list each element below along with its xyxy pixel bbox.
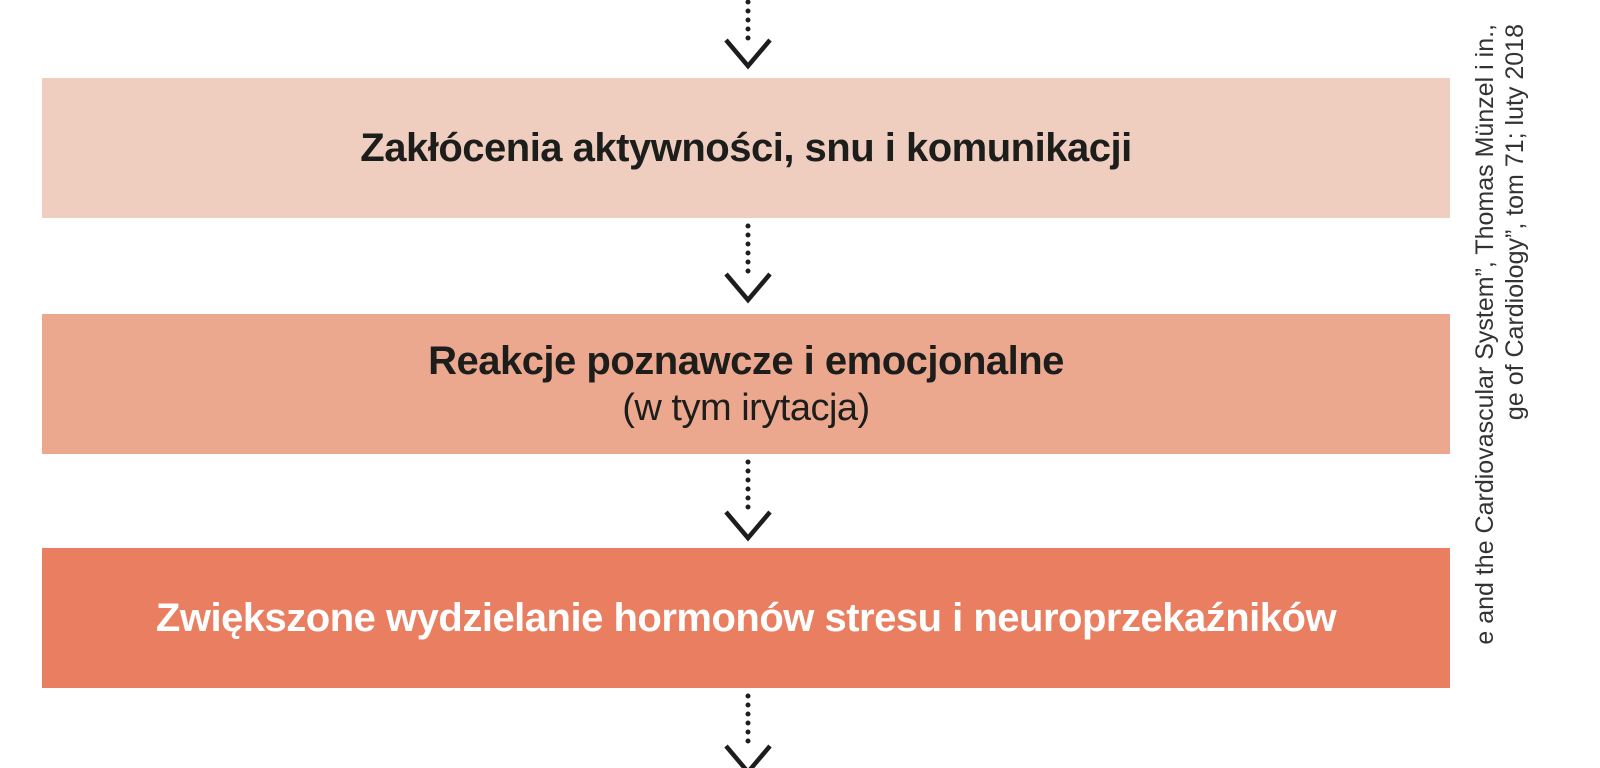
source-citation bbox=[1470, 24, 1550, 744]
flow-box-title: Reakcje poznawcze i emocjonalne bbox=[428, 339, 1064, 383]
flow-box-reactions bbox=[42, 314, 1450, 454]
connector-arrow-top bbox=[720, 0, 776, 72]
source-citation-line-1: e and the Cardiovascular System”, Thomas Münzel i in., bbox=[1471, 24, 1499, 645]
down-arrow-icon bbox=[720, 692, 776, 768]
connector-arrow-1 bbox=[720, 222, 776, 306]
flow-box-subtitle: (w tym irytacja) bbox=[622, 387, 870, 429]
flow-box-title: Zakłócenia aktywności, snu i komunikacji bbox=[360, 126, 1132, 170]
connector-arrow-2 bbox=[720, 458, 776, 544]
source-citation-line-2: ge of Cardiology”, tom 71; luty 2018 bbox=[1501, 24, 1529, 421]
connector-arrow-bottom bbox=[720, 692, 776, 768]
down-arrow-icon bbox=[720, 0, 776, 72]
down-arrow-icon bbox=[720, 222, 776, 306]
flow-box-title: Zwiększone wydzielanie hormonów stresu i neuroprzekaźników bbox=[155, 596, 1337, 640]
flow-box-disruptions bbox=[42, 78, 1450, 218]
flow-box-stress-hormones bbox=[42, 548, 1450, 688]
down-arrow-icon bbox=[720, 458, 776, 544]
